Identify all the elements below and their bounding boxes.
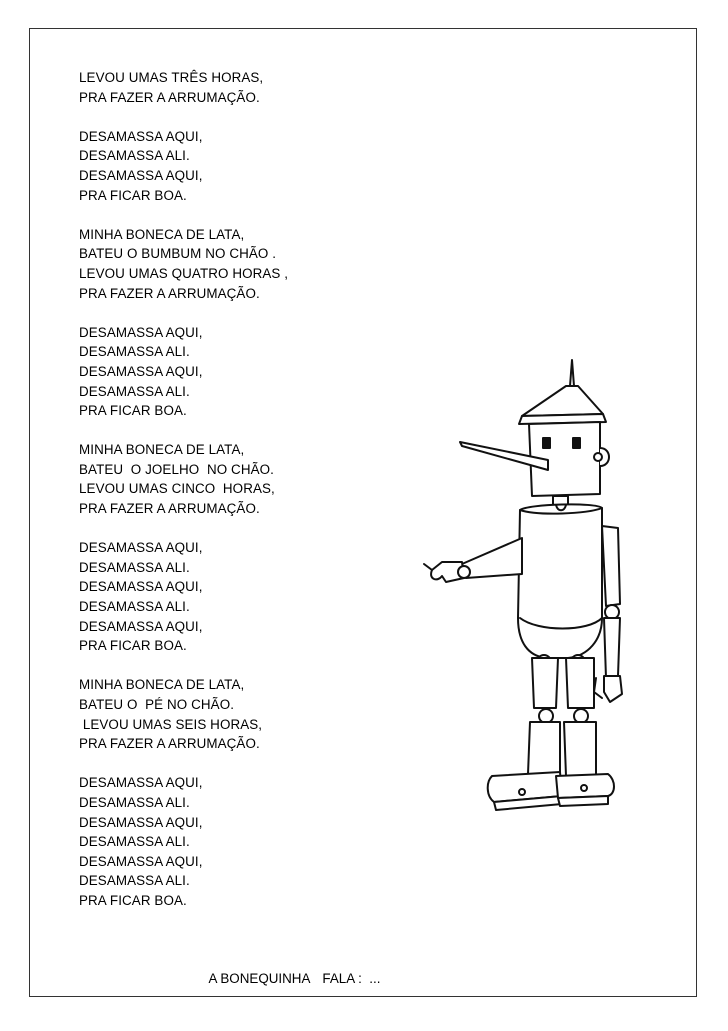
stanza <box>79 225 379 303</box>
lyric-line: DESAMASSA ALI. <box>79 344 190 360</box>
lyric-line: PRA FAZER A ARRUMAÇÃO. <box>79 89 260 105</box>
lyric-line: DESAMASSA AQUI, <box>79 853 203 869</box>
lyric-line: DESAMASSA AQUI, <box>79 775 203 791</box>
lyric-line: LEVOU UMAS CINCO HORAS, <box>79 481 275 497</box>
stanza <box>79 538 379 656</box>
footer-right-text: FALA : ... <box>322 971 381 986</box>
lyric-line: DESAMASSA AQUI, <box>79 167 203 183</box>
lyric-line: LEVOU UMAS QUATRO HORAS , <box>79 265 289 281</box>
lyric-line: PRA FAZER A ARRUMAÇÃO. <box>79 285 260 301</box>
lyric-line: DESAMASSA AQUI, <box>79 618 203 634</box>
lyric-line: DESAMASSA ALI. <box>79 148 190 164</box>
lyric-line: DESAMASSA ALI. <box>79 873 190 889</box>
stanza <box>79 440 379 518</box>
tin-doll-illustration-icon <box>398 356 630 816</box>
lyric-line: PRA FAZER A ARRUMAÇÃO. <box>79 501 260 517</box>
lyric-line: PRA FICAR BOA. <box>79 187 187 203</box>
lyric-line: PRA FICAR BOA. <box>79 892 187 908</box>
lyric-line: LEVOU UMAS TRÊS HORAS, <box>79 70 264 85</box>
lyric-line: DESAMASSA AQUI, <box>79 324 203 340</box>
footer-caption <box>201 950 380 988</box>
lyric-line: MINHA BONECA DE LATA, <box>79 226 245 242</box>
lyric-line: DESAMASSA AQUI, <box>79 363 203 379</box>
lyric-line: DESAMASSA ALI. <box>79 559 190 575</box>
lyric-line: DESAMASSA AQUI, <box>79 814 203 830</box>
lyric-line: BATEU O BUMBUM NO CHÃO . <box>79 246 277 262</box>
lyric-line: DESAMASSA AQUI, <box>79 540 203 556</box>
stanza <box>79 773 379 910</box>
song-lyrics <box>79 68 379 930</box>
lyric-line: DESAMASSA AQUI, <box>79 579 203 595</box>
lyric-line: DESAMASSA ALI. <box>79 834 190 850</box>
lyric-line: PRA FAZER A ARRUMAÇÃO. <box>79 736 260 752</box>
stanza <box>79 675 379 753</box>
stanza <box>79 323 379 421</box>
lyric-line: DESAMASSA ALI. <box>79 383 190 399</box>
stanza <box>79 68 379 107</box>
lyric-line: LEVOU UMAS SEIS HORAS, <box>79 716 263 732</box>
footer-left-text: A BONEQUINHA <box>208 971 311 986</box>
lyric-line: DESAMASSA ALI. <box>79 794 190 810</box>
lyric-line: BATEU O PÉ NO CHÃO. <box>79 697 235 712</box>
lyric-line: MINHA BONECA DE LATA, <box>79 677 245 693</box>
lyric-line: PRA FICAR BOA. <box>79 638 187 654</box>
lyric-line: DESAMASSA ALI. <box>79 599 190 615</box>
lyric-line: DESAMASSA AQUI, <box>79 128 203 144</box>
lyric-line: PRA FICAR BOA. <box>79 403 187 419</box>
stanza <box>79 127 379 205</box>
lyric-line: MINHA BONECA DE LATA, <box>79 442 245 458</box>
lyric-line: BATEU O JOELHO NO CHÃO. <box>79 461 274 477</box>
